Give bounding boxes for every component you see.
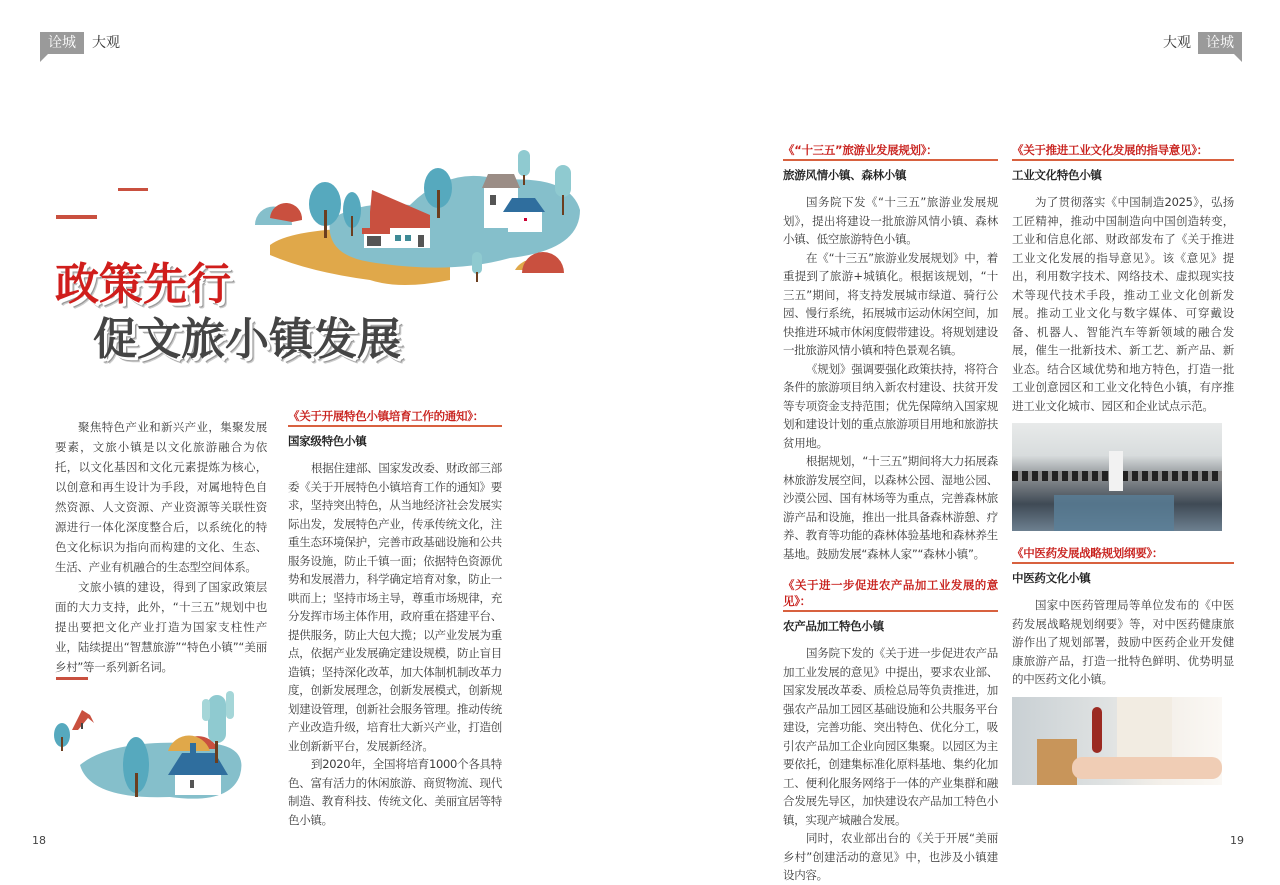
intro-paragraph: 文旅小镇的建设，得到了国家政策层面的大力支持，此外，“十三五”规划中也提出要把文化产业打造为国家支柱性产业，陆续提出“智慧旅游”“特色小镇”“美丽乡村”等一系列新名词。 [55,580,267,674]
section-subheading: 旅游风情小镇、森林小镇 [783,168,907,182]
section-paragraph: 根据规划，“十三五”期间将大力拓展森林旅游发展空间，以森林公园、湿地公园、沙漠公园、国有林场等为重点，完善森林旅游产品和设施，推出一批具备森林游憩、疗养、教育等功能的森林体验基地和森林养生基地。鼓励发展“森林人家”“森林小镇”。 [783,454,998,561]
headline-line-2: 促文旅小镇发展 [93,314,401,365]
article-section [1012,545,1234,785]
section-paragraph: 在《“十三五”旅游业发展规划》中，着重提到了旅游+城镇化。根据该规划，“十三五”期间，将支持发展城市绿道、骑行公园、慢行系统，拓展城市运动休闲空间，加快推进环城市休闲度假带建设。将规划建设一批旅游风情小镇和特色景观名镇。 [783,250,998,357]
headline-line-1: 政策先行 [55,259,231,310]
section-tag-right: 诠城 [1198,32,1242,54]
article-section [1012,142,1234,531]
section-paragraph: 《规划》强调要强化政策扶持，将符合条件的旅游项目纳入新农村建设、扶贫开发等专项资金支持范围；优先保障纳入国家规划和建设计划的重点旅游项目用地和旅游扶贫用地。 [783,361,998,450]
section-subheading: 国家级特色小镇 [288,434,367,448]
section-subheading: 工业文化特色小镇 [1012,168,1102,182]
section-paragraph: 根据住建部、国家发改委、财政部三部委《关于开展特色小镇培育工作的通知》要求，坚持突出特色，从当地经济社会发展实际出发，发展特色产业，传承传统文化，注重生态环境保护，完善市政基础设施和公共服务设施，防止千镇一面；依据特色资源优势和发展潜力，科学确定培育对象，防止一哄而上；坚持市场主导，尊重市场规律，充分发挥市场主体作用，政府重在搭建平台、提供服务，防止大包大揽；以产业发展为重点，依据产业发展确定建设规模，防止盲目造镇；坚持深化改革，加大体制机制改革力度，创新发展理念，创新发展模式，创新规划建设管理，创新社会服务管理。推动传统产业改造升级，培育壮大新兴产业，打造创业创新新平台，发展新经济。 [288,461,502,753]
section-name-right: 大观 [1163,35,1191,51]
section-paragraph: 同时，农业部出台的《关于开展“美丽乡村”创建活动的意见》中，也涉及小镇建设内容。 [783,831,998,882]
section-heading: 《关于进一步促进农产品加工业发展的意见》： [783,577,998,612]
right-column-1 [783,142,998,885]
intro-paragraph: 聚焦特色产业和新兴产业，集聚发展要素，文旅小镇是以文化旅游融合为依托，以文化基因和文化元素提炼为核心，以创意和再生设计为手段，对属地特色自然资源、人文资源、产业资源等关联性资源进行一体化深度整合后，以系统化的特色文化标识为指向而构建的文化、生态、生活、产业有机融合的生态型空间体系。 [55,420,267,574]
section-paragraph: 国家中医药管理局等单位发布的《中医药发展战略规划纲要》等，对中医药健康旅游作出了规划部署，鼓励中医药企业开发健康旅游产品，打造一批特色鲜明、优势明显的中医药文化小镇。 [1012,598,1234,686]
section-paragraph: 国务院下发《“十三五”旅游业发展规划》，提出将建设一批旅游风情小镇、森林小镇、低空旅游特色小镇。 [783,195,998,246]
section-heading: 《关于开展特色小镇培育工作的通知》： [288,408,502,427]
section-tag-left: 诠城 [40,32,84,54]
intro-column [55,417,267,677]
page-number-left: 18 [32,834,46,847]
town-illustration [250,140,590,290]
article-section [783,577,998,885]
massage-therapy-photo [1012,697,1222,785]
section-paragraph: 国务院下发的《关于进一步促进农产品加工业发展的意见》中提出，要求农业部、国家发展改革委、质检总局等负责推进，加强农产品加工园区基础设施和公共服务平台建设，完善功能、突出特色、优化分工，吸引农产品加工企业向园区集聚。以园区为主要依托，创建集标准化原料基地、集约化加工、便利化服务网络于一体的产业集群和融合发展先导区，加快建设农产品加工特色小镇，实现产城融合发展。 [783,646,998,827]
right-column-2 [1012,142,1234,785]
section-subheading: 中医药文化小镇 [1012,571,1091,585]
article-section [783,142,998,563]
section-paragraph: 为了贯彻落实《中国制造2025》，弘扬工匠精神，推动中国制造向中国创造转变，工业和信息化部、财政部发布了《关于推进工业文化发展的指导意见》。该《意见》提出，利用数字技术、网络技术、虚拟现实技术等现代技术手段，推动工业文化创新发展。推动工业文化与数字媒体、可穿戴设备、机器人、智能汽车等新领域的融合发展，催生一批新技术、新工艺、新产品、新业态。结合区域优势和地方特色，打造一批工业创意园区和工业文化特色小镇，有序推进工业文化城市、园区和企业试点示范。 [1012,195,1234,413]
section-heading: 《“十三五”旅游业发展规划》： [783,142,998,161]
section-heading: 《中医药发展战略规划纲要》： [1012,545,1234,564]
page-number-right: 19 [1230,834,1244,847]
village-illustration [50,685,250,805]
decorative-dash [118,188,148,191]
article-section [288,408,502,829]
section-subheading: 农产品加工特色小镇 [783,619,884,633]
decorative-dash [56,215,97,219]
section-paragraph: 到2020年，全国将培育1000个各具特色、富有活力的休闲旅游、商贸物流、现代制造、教育科技、传统文化、美丽宜居等特色小镇。 [288,757,502,827]
decorative-dash [56,677,88,680]
section-heading: 《关于推进工业文化发展的指导意见》： [1012,142,1234,161]
section-name-left: 大观 [92,35,120,51]
factory-assembly-line-photo [1012,423,1222,531]
